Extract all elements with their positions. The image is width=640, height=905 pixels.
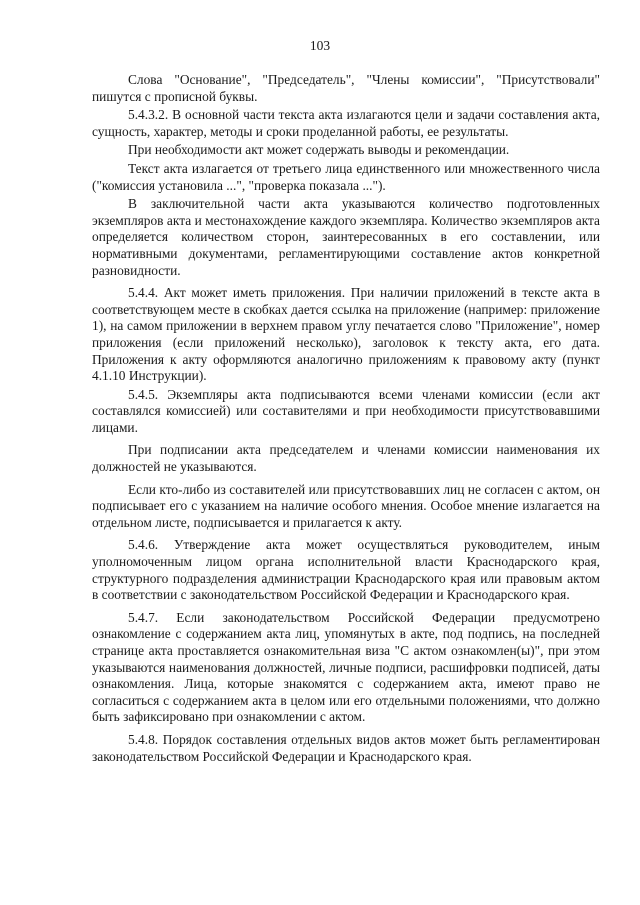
paragraph-signing: При подписании акта председателем и членами комиссии наименования их должностей не указываются. xyxy=(92,442,600,475)
document-body xyxy=(92,72,600,767)
paragraph-5-4-5: 5.4.5. Экземпляры акта подписываются всеми членами комиссии (если акт составлялся комиссией) или составителями и при необходимости присутствовавшими лицами. xyxy=(92,386,600,435)
paragraph-5-4-8: 5.4.8. Порядок составления отдельных видов актов может быть регламентирован законодательством Российской Федерации и Краснодарского края. xyxy=(92,731,600,764)
paragraph-final-part: В заключительной части акта указываются количество подготовленных экземпляров акта и местонахождение каждого экземпляра. Количество экземпляров акта определяется количеством сторон, заинтересованных в его составлении, или нормативными документами, регламентирующими составление актов конкретной разновидности. xyxy=(92,196,600,278)
paragraph-5-4-3-2: 5.4.3.2. В основной части текста акта излагаются цели и задачи составления акта, сущность, характер, методы и сроки проделанной работы, ее результаты. xyxy=(92,107,600,139)
paragraph-capitalized-words: Слова "Основание", "Председатель", "Члены комиссии", "Присутствовали" пишутся с прописной буквы. xyxy=(92,72,600,104)
paragraph-conclusions: При необходимости акт может содержать выводы и рекомендации. xyxy=(128,142,510,158)
paragraph-5-4-7: 5.4.7. Если законодательством Российской Федерации предусмотрено ознакомление с содержанием акта лиц, упомянутых в акте, под подпись, на последней странице акта проставляется ознакомительная виза "С актом ознакомлен(ы)", при этом указываются наименования должностей, личные подписи, расшифровки подписей, даты ознакомления. Лица, которые знакомятся с содержанием акта, имеют право не согласиться с содержанием акта в целом или его отдельными положениями, что должно быть зафиксировано при ознакомлении с актом. xyxy=(92,609,600,725)
paragraph-special-opinion: Если кто-либо из составителей или присутствовавших лиц не согласен с актом, он подписывает его с указанием на наличие особого мнения. Особое мнение излагается на отдельном листе, подписывается и прилагается к акту. xyxy=(92,481,600,530)
paragraph-5-4-6: 5.4.6. Утверждение акта может осуществляться руководителем, иным уполномоченным лицом органа исполнительной власти Краснодарского края, структурного подразделения администрации Краснодарского края или правовым актом в соответствии с законодательством Российской Федерации и Краснодарского края. xyxy=(92,537,600,603)
paragraph-5-4-4: 5.4.4. Акт может иметь приложения. При наличии приложений в тексте акта в соответствующем месте в скобках дается ссылка на приложение (например: приложение 1), на самом приложении в верхнем правом углу печатается слово "Приложение", номер приложения (если приложений несколько), заголовок к тексту акта, его дата. Приложения к акту оформляются аналогично приложениям к правовому акту (пункт 4.1.10 Инструкции). xyxy=(92,285,600,384)
paragraph-third-person: Текст акта излагается от третьего лица единственного или множественного числа ("комиссия установила ...", "проверка показала ..."). xyxy=(92,160,600,193)
page-number: 103 xyxy=(309,38,331,53)
